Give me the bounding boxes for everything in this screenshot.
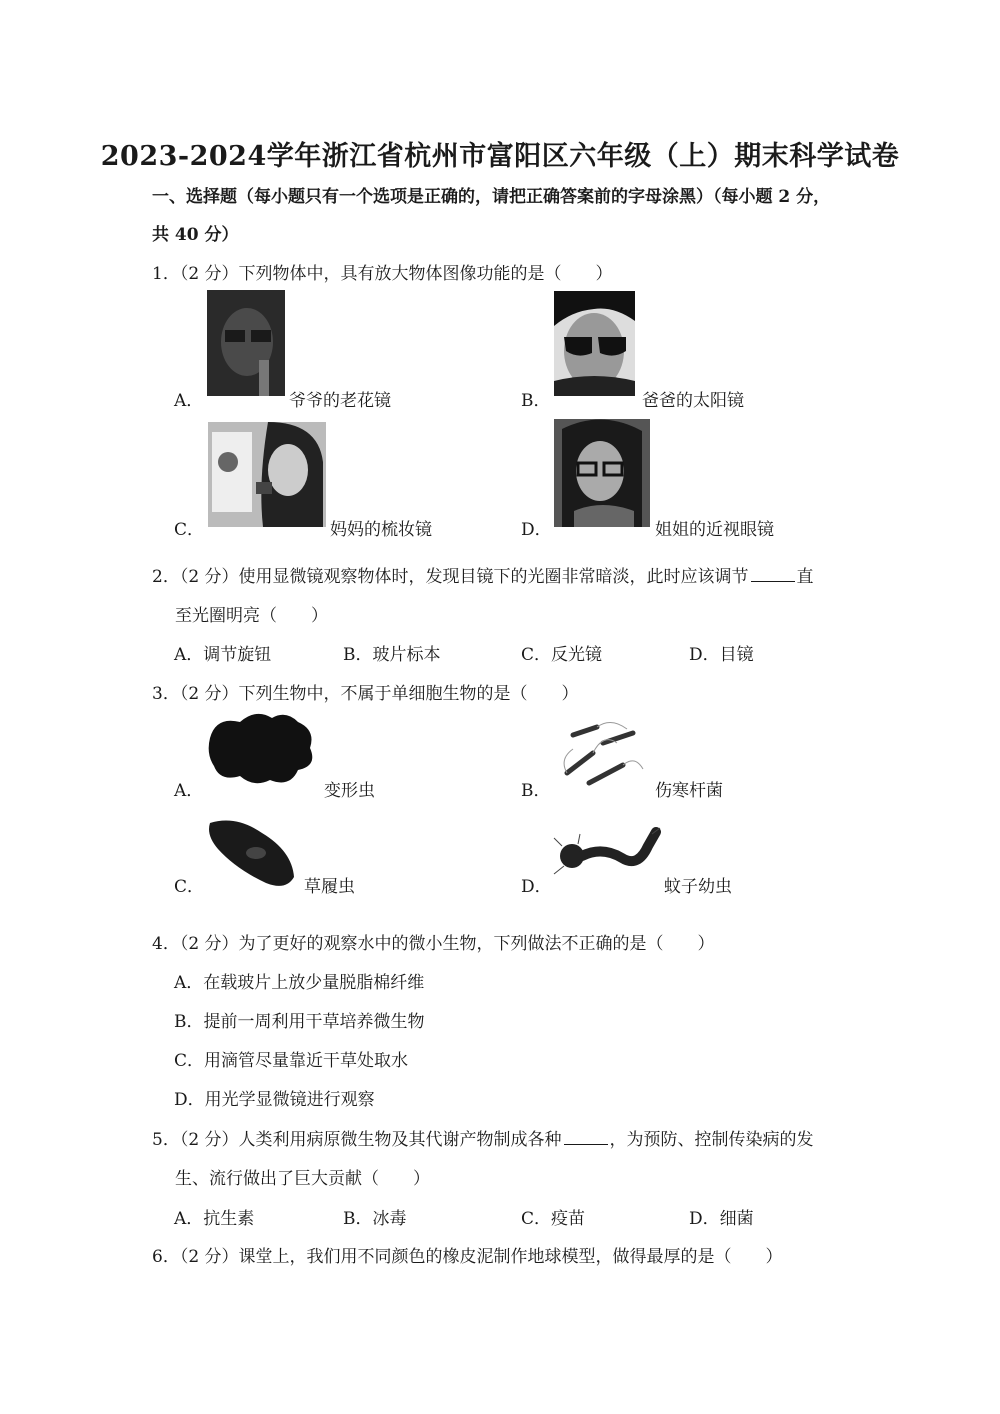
- q3-option-d-letter[interactable]: D．: [521, 877, 552, 897]
- question-1-stem: 1．（2 分）下列物体中，具有放大物体图像功能的是（ ）: [152, 264, 613, 284]
- q4-option-b[interactable]: B．提前一周利用干草培养微生物: [174, 1012, 425, 1032]
- page-title: 2023-2024学年浙江省杭州市富阳区六年级（上）期末科学试卷: [100, 141, 900, 172]
- q1-option-a-caption: 爷爷的老花镜: [289, 391, 391, 411]
- sister-photo: [554, 419, 650, 527]
- dad-photo: [554, 291, 635, 396]
- q5-option-a[interactable]: A．抗生素: [174, 1209, 255, 1229]
- q5-option-b[interactable]: B．冰毒: [343, 1209, 407, 1229]
- q5-option-c[interactable]: C．疫苗: [521, 1209, 586, 1229]
- question-6-stem: 6．（2 分）课堂上，我们用不同颜色的橡皮泥制作地球模型，做得最厚的是（ ）: [152, 1247, 783, 1267]
- q3-option-a-caption: 变形虫: [324, 781, 375, 801]
- q2-option-a[interactable]: A．调节旋钮: [174, 645, 272, 665]
- grandpa-photo: [207, 290, 285, 396]
- q4-option-d[interactable]: D．用光学显微镜进行观察: [174, 1090, 375, 1110]
- q1-option-b-letter[interactable]: B．: [521, 391, 551, 411]
- q2-option-c[interactable]: C．反光镜: [521, 645, 603, 665]
- q3-option-b-letter[interactable]: B．: [521, 781, 551, 801]
- question-3-stem: 3．（2 分）下列生物中，不属于单细胞生物的是（ ）: [152, 684, 579, 704]
- question-2-stem-line1: [152, 562, 814, 587]
- question-2-stem-part2: 直: [796, 567, 814, 587]
- q2-option-b[interactable]: B．玻片标本: [343, 645, 441, 665]
- question-2-stem-line2: 至光圈明亮（ ）: [175, 606, 328, 626]
- paramecium-image: [206, 815, 298, 891]
- q3-option-a-letter[interactable]: A．: [174, 781, 204, 801]
- q3-option-c-caption: 草履虫: [304, 877, 355, 897]
- amoeba-image: [206, 708, 318, 788]
- answer-blank: [751, 567, 795, 582]
- q1-option-c-caption: 妈妈的梳妆镜: [330, 520, 432, 540]
- q5-option-d[interactable]: D．细菌: [689, 1209, 754, 1229]
- q3-option-b-caption: 伤寒杆菌: [655, 781, 723, 801]
- mom-photo: [208, 422, 326, 527]
- section-heading-line1: 一、选择题（每小题只有一个选项是正确的，请把正确答案前的字母涂黑）（每小题 2 分，: [152, 187, 831, 207]
- section-heading-line2: 共 40 分）: [152, 225, 239, 245]
- q2-option-d[interactable]: D．目镜: [689, 645, 754, 665]
- question-5-stem-part2: ，为预防、控制传染病的发: [609, 1130, 814, 1150]
- question-5-stem-line1: [152, 1125, 814, 1150]
- bacteria-image: [553, 713, 651, 793]
- q1-option-b-caption: 爸爸的太阳镜: [642, 391, 744, 411]
- q1-option-d-caption: 姐姐的近视眼镜: [655, 520, 774, 540]
- q4-option-a[interactable]: A．在载玻片上放少量脱脂棉纤维: [174, 973, 425, 993]
- q3-option-c-letter[interactable]: C．: [174, 877, 205, 897]
- q3-option-d-caption: 蚊子幼虫: [664, 877, 732, 897]
- q1-option-d-letter[interactable]: D．: [521, 520, 552, 540]
- answer-blank: [564, 1130, 608, 1145]
- question-4-stem: 4．（2 分）为了更好的观察水中的微小生物，下列做法不正确的是（ ）: [152, 934, 715, 954]
- q1-option-a-letter[interactable]: A．: [174, 391, 204, 411]
- question-2-stem-part1: 2．（2 分）使用显微镜观察物体时，发现目镜下的光圈非常暗淡，此时应该调节: [152, 567, 749, 587]
- question-5-stem-part1: 5．（2 分）人类利用病原微生物及其代谢产物制成各种: [152, 1130, 562, 1150]
- q1-option-c-letter[interactable]: C．: [174, 520, 205, 540]
- mosquito-larva-image: [552, 826, 664, 886]
- question-5-stem-line2: 生、流行做出了巨大贡献（ ）: [175, 1169, 430, 1189]
- q4-option-c[interactable]: C．用滴管尽量靠近干草处取水: [174, 1051, 409, 1071]
